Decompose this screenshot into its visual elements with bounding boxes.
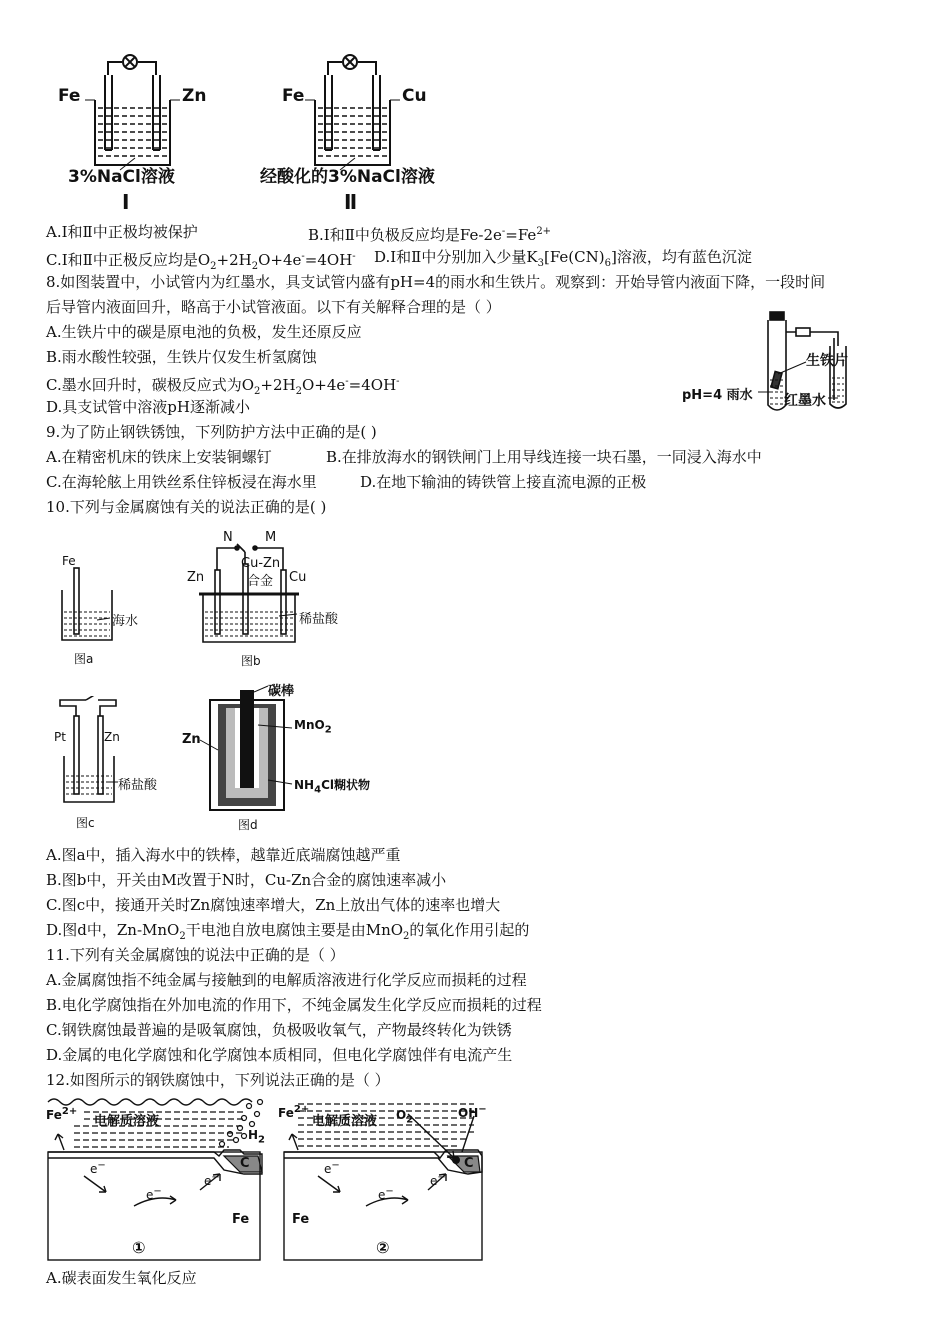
- q11-option-b: B.电化学腐蚀指在外加电流的作用下，不纯金属发生化学反应而损耗的过程: [46, 996, 542, 1014]
- q8-c-end: =4OH: [348, 376, 397, 394]
- fig1-left-electrode-2: Fe: [282, 86, 305, 106]
- q12-fig2-oh-text: OH: [458, 1106, 479, 1120]
- q7-b-text: B.Ⅰ和Ⅱ中负极反应均是Fe-2e: [308, 226, 502, 244]
- q12-fig2-o2-label: [396, 1108, 413, 1125]
- q12-fig1-fe-label: Fe: [232, 1212, 250, 1227]
- q8-option-d: D.具支试管中溶液pH逐渐减小: [46, 398, 250, 416]
- q12-fig1-h-sub: 2: [258, 1134, 266, 1146]
- figb-acid-label: 稀盐酸: [299, 612, 339, 627]
- q12-fig2-e3-label: [430, 1172, 446, 1188]
- q12-fig1-h2-label: [248, 1128, 265, 1145]
- q10-fig-a-diagram: [52, 530, 172, 670]
- q7-b-sup1: -: [501, 226, 506, 237]
- q10-option-d: [46, 920, 529, 947]
- q10-d-mid: 干电池自放电腐蚀主要是由MnO: [185, 921, 404, 939]
- q10-option-b: B.图b中，开关由M改置于N时，Cu-Zn合金的腐蚀速率减小: [46, 871, 447, 889]
- q10-d-sub2: 2: [403, 931, 410, 942]
- q12-fig1-c-label: C: [240, 1156, 250, 1171]
- q9-option-b: B.在排放海水的钢铁闸门上用导线连接一块石墨，一同浸入海水中: [326, 448, 762, 466]
- figb-zn-label: Zn: [187, 570, 205, 585]
- q8-option-a: A.生铁片中的碳是原电池的负极，发生还原反应: [46, 323, 362, 341]
- figd-nh4-text: NH: [294, 778, 315, 792]
- q7-d-mid: [Fe(CN): [543, 248, 605, 266]
- figc-pt-label: Pt: [54, 730, 66, 744]
- fig1-left-electrode-1: Fe: [58, 86, 81, 106]
- figd-paste-label: [294, 776, 370, 795]
- figd-nh4-sub: 4: [314, 784, 322, 796]
- figb-cu-label: Cu: [289, 570, 307, 585]
- figb-alloy-label-2: 合金: [247, 574, 274, 589]
- q12-fig1-fe2-sup: 2+: [61, 1106, 78, 1117]
- q12-fig1-solution-label: 电解质溶液: [94, 1114, 160, 1129]
- q12-fig1-h-text: H: [248, 1128, 259, 1142]
- figd-mno2-text: MnO: [294, 718, 325, 732]
- figb-n-label: N: [223, 530, 233, 545]
- q9-stem: 9.为了防止钢铁锈蚀，下列防护方法中正确的是( ): [46, 423, 377, 441]
- q12-fig2-diagram: [278, 1094, 488, 1262]
- q12-fig1-e2-sup: −: [153, 1186, 162, 1197]
- figc-zn-label: Zn: [104, 730, 120, 744]
- q7-c-sup: -: [301, 251, 305, 262]
- q12-fig2-fe2-label: [278, 1104, 309, 1120]
- q12-fig1-e2-label: [146, 1186, 162, 1202]
- figa-fe-label: Fe: [62, 554, 76, 568]
- q8-fig-ink-label: 红墨水: [784, 393, 826, 409]
- fig1-right-electrode-2: Cu: [402, 86, 427, 106]
- q12-fig1-e3-sup: −: [211, 1172, 220, 1183]
- figure-q12-1: [44, 1094, 270, 1262]
- q7-c-mid: +2H: [216, 251, 252, 269]
- q7-d-sub1: 3: [537, 258, 544, 269]
- figd-caption: 图d: [238, 818, 258, 832]
- q9-option-c: C.在海轮舷上用铁丝系住锌板浸在海水里: [46, 473, 317, 491]
- q8-option-b: B.雨水酸性较强，生铁片仅发生析氢腐蚀: [46, 348, 317, 366]
- q7-d-end: ]溶液，均有蓝色沉淀: [610, 248, 752, 266]
- q12-fig2-oh-sup: −: [478, 1104, 487, 1115]
- q12-fig1-e3-text: e: [204, 1174, 212, 1188]
- q7-b-mid: =Fe: [505, 226, 537, 244]
- q8-c-text: C.墨水回升时，碳极反应式为O: [46, 376, 255, 394]
- q11-stem: 11.下列有关金属腐蚀的说法中正确的是（ ）: [46, 946, 345, 964]
- q12-fig2-fe2-sup: 2+: [293, 1104, 310, 1115]
- q11-option-a: A.金属腐蚀指不纯金属与接触到的电解质溶液进行化学反应而损耗的过程: [46, 971, 527, 989]
- q8-c-sub2: 2: [295, 386, 302, 397]
- q12-fig2-e1-text: e: [324, 1162, 332, 1176]
- q8-stem-1: 8.如图装置中，小试管内为红墨水，具支试管内盛有pH=4的雨水和生铁片。观察到：开始导管内液面下降，一段时间: [46, 273, 826, 291]
- q7-d-sub2: 6: [604, 258, 611, 269]
- q7-option-a: A.Ⅰ和Ⅱ中正极均被保护: [46, 223, 198, 241]
- q12-fig1-caption: ①: [132, 1238, 146, 1257]
- q12-fig2-e2-sup: −: [385, 1186, 394, 1197]
- fig1-roman-1: Ⅰ: [122, 190, 130, 214]
- q12-fig1-fe2-label: [46, 1106, 77, 1122]
- figd-mno2-label: [294, 718, 332, 735]
- figc-acid-label: 稀盐酸: [118, 778, 158, 793]
- q11-option-d: D.金属的电化学腐蚀和化学腐蚀本质相同，但电化学腐蚀伴有电流产生: [46, 1046, 513, 1064]
- q12-fig2-e1-sup: −: [331, 1160, 340, 1171]
- q12-fig2-o-sub: 2: [406, 1114, 414, 1126]
- figure-q12-2: [278, 1094, 488, 1262]
- q7-c-text: C.Ⅰ和Ⅱ中正极反应均是O: [46, 251, 211, 269]
- q7-c-mid2: O+4e: [258, 251, 302, 269]
- q12-fig1-fe2-text: Fe: [46, 1108, 62, 1122]
- figd-paste-text: Cl糊状物: [321, 778, 370, 792]
- q7-c-sub: 2: [210, 261, 217, 272]
- q12-fig1-e2-text: e: [146, 1188, 154, 1202]
- q8-c-sup2: -: [396, 376, 400, 387]
- q12-fig1-e1-label: [90, 1160, 106, 1176]
- q10-fig-c-diagram: [52, 696, 182, 836]
- q9-option-d: D.在地下输油的铸铁管上接直流电源的正极: [360, 473, 647, 491]
- q10-d-text: D.图d中，Zn-MnO: [46, 921, 180, 939]
- figure-q10-d: [180, 680, 380, 835]
- q7-c-sub2: 2: [251, 261, 259, 272]
- q12-fig2-e2-label: [378, 1186, 394, 1202]
- fig1-solution-2: 经酸化的3%NaCl溶液: [260, 167, 435, 187]
- q12-stem: 12.如图所示的钢铁腐蚀中，下列说法正确的是（ ）: [46, 1071, 390, 1089]
- q12-fig2-solution-label: 电解质溶液: [312, 1114, 378, 1129]
- q11-option-c: C.钢铁腐蚀最普遍的是吸氧腐蚀，负极吸收氧气，产物最终转化为铁锈: [46, 1021, 512, 1039]
- q7-b-sup2: 2+: [536, 226, 552, 237]
- figure-q10-c: [52, 696, 182, 836]
- q10-option-c: C.图c中，接通开关时Zn腐蚀速率增大，Zn上放出气体的速率也增大: [46, 896, 501, 914]
- q10-option-a: A.图a中，插入海水中的铁棒，越靠近底端腐蚀越严重: [46, 846, 401, 864]
- q12-fig2-fe-label: Fe: [292, 1212, 310, 1227]
- q8-c-sup: -: [345, 376, 349, 387]
- q8-c-mid2: O+4e: [301, 376, 346, 394]
- figb-caption: 图b: [241, 654, 261, 668]
- q9-option-a: A.在精密机床的铁床上安装铜螺钉: [46, 448, 272, 466]
- q10-fig-d-diagram: [180, 680, 380, 835]
- fig1-right-electrode-1: Zn: [182, 86, 207, 106]
- q12-fig2-e2-text: e: [378, 1188, 386, 1202]
- fig1-solution-1: 3%NaCl溶液: [68, 167, 175, 187]
- q7-option-d: [374, 247, 752, 274]
- q12-fig2-c-label: C: [464, 1156, 474, 1171]
- q10-stem: 10.下列与金属腐蚀有关的说法正确的是( ): [46, 498, 327, 516]
- figb-alloy-label: Cu-Zn: [241, 556, 281, 571]
- figa-sea-label: 海水: [112, 614, 139, 629]
- q12-fig2-e1-label: [324, 1160, 340, 1176]
- cells-diagram: [50, 40, 470, 220]
- q12-fig1-e1-text: e: [90, 1162, 98, 1176]
- q12-fig2-o-text: O: [396, 1108, 407, 1122]
- figb-m-label: M: [265, 530, 277, 545]
- figc-caption: 图c: [76, 816, 95, 830]
- figure-cells-I-II: [50, 40, 470, 220]
- q8-fig-rain-label: pH=4 雨水: [682, 388, 753, 403]
- q12-option-a: A.碳表面发生氧化反应: [46, 1269, 197, 1287]
- q10-d-end: 的氧化作用引起的: [409, 921, 530, 939]
- q7-d-text: D.Ⅰ和Ⅱ中分别加入少量K: [374, 248, 538, 266]
- figd-mno2-sub: 2: [324, 724, 332, 736]
- figd-rod-label: 碳棒: [268, 684, 295, 699]
- q12-fig2-caption: ②: [376, 1238, 390, 1257]
- q10-d-sub: 2: [179, 931, 186, 942]
- q7-c-end: =4OH: [304, 251, 353, 269]
- q12-fig1-e3-label: [204, 1172, 220, 1188]
- figd-zn-label: Zn: [182, 732, 201, 747]
- q7-option-b: [308, 222, 551, 245]
- q12-fig2-fe2-text: Fe: [278, 1106, 294, 1120]
- q12-fig2-e3-sup: −: [437, 1172, 446, 1183]
- q7-c-sup2: -: [352, 251, 356, 262]
- q8-c-sub: 2: [254, 386, 261, 397]
- q12-fig2-oh-label: [458, 1104, 487, 1120]
- q8-stem-2: 后导管内液面回升，略高于小试管液面。以下有关解释合理的是（ ）: [46, 298, 501, 316]
- figure-q8-apparatus: [678, 310, 868, 420]
- figa-caption: 图a: [74, 652, 94, 666]
- figure-q10-b: [185, 528, 375, 673]
- q12-fig2-e3-text: e: [430, 1174, 438, 1188]
- q8-c-mid: +2H: [260, 376, 296, 394]
- q12-fig1-e1-sup: −: [97, 1160, 106, 1171]
- q10-fig-b-diagram: [185, 528, 375, 673]
- figure-q10-a: [52, 530, 172, 670]
- q8-fig-iron-label: 生铁片: [806, 353, 848, 369]
- fig1-roman-2: Ⅱ: [344, 190, 358, 214]
